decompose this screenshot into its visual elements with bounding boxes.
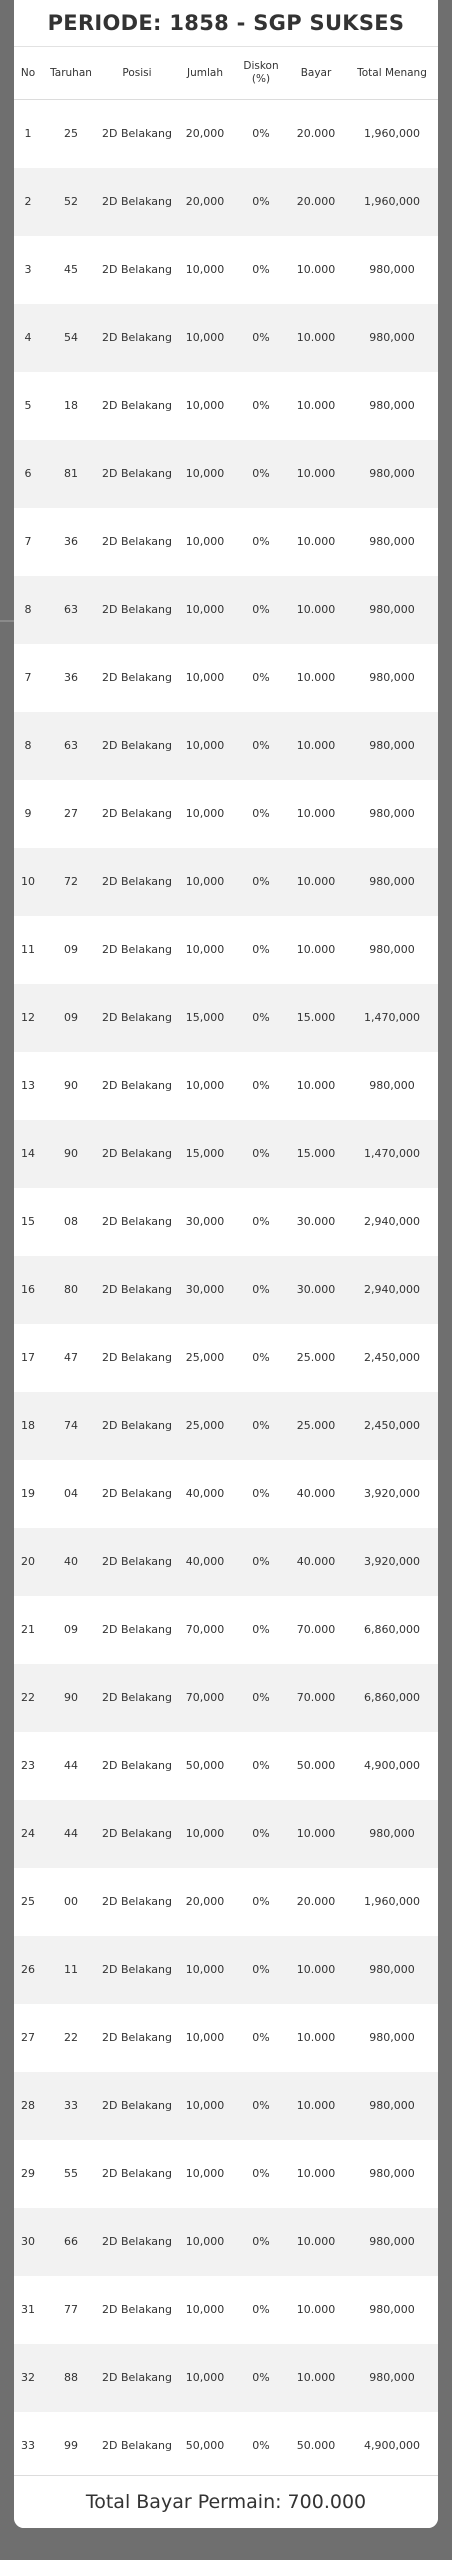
cell-taruhan: 52 bbox=[42, 168, 100, 236]
cell-jumlah: 20,000 bbox=[185, 1895, 225, 1909]
cell-posisi: 2D Belakang bbox=[100, 2072, 174, 2140]
cell-total-menang: 1,960,000 bbox=[364, 127, 420, 141]
cell-no: 22 bbox=[14, 1664, 42, 1732]
cell-no: 18 bbox=[14, 1392, 42, 1460]
cell-jumlah: 70,000 bbox=[185, 1623, 225, 1637]
cell-diskon: 0% bbox=[236, 1392, 286, 1460]
cell-jumlah: 10,000 bbox=[174, 2072, 236, 2140]
cell-posisi: 2D Belakang bbox=[100, 1256, 174, 1324]
background-overlay-edge bbox=[0, 620, 14, 622]
cell-taruhan: 09 bbox=[64, 1623, 78, 1637]
cell-taruhan: 11 bbox=[42, 1936, 100, 2004]
table-row bbox=[14, 440, 438, 508]
table-header bbox=[14, 47, 438, 100]
cell-no: 24 bbox=[14, 1800, 42, 1868]
cell-jumlah: 10,000 bbox=[185, 399, 225, 413]
cell-taruhan: 90 bbox=[42, 1120, 100, 1188]
table-row bbox=[14, 2072, 438, 2140]
cell-taruhan: 36 bbox=[64, 671, 78, 685]
table-row bbox=[14, 1460, 438, 1528]
cell-diskon: 0% bbox=[236, 848, 286, 916]
cell-total-menang: 980,000 bbox=[369, 2303, 415, 2317]
table-row bbox=[14, 1256, 438, 1324]
cell-posisi: 2D Belakang bbox=[102, 1895, 172, 1909]
cell-bayar: 10.000 bbox=[286, 2344, 346, 2412]
cell-taruhan: 80 bbox=[42, 1256, 100, 1324]
cell-bayar: 10.000 bbox=[296, 1079, 336, 1093]
cell-taruhan: 45 bbox=[64, 263, 78, 277]
cell-diskon: 0% bbox=[252, 127, 270, 141]
cell-jumlah: 10,000 bbox=[185, 535, 225, 549]
table-row bbox=[14, 780, 438, 848]
cell-posisi: 2D Belakang bbox=[102, 1215, 172, 1229]
cell-posisi: 2D Belakang bbox=[100, 1664, 174, 1732]
cell-jumlah: 10,000 bbox=[174, 1800, 236, 1868]
cell-total-menang: 980,000 bbox=[369, 671, 415, 685]
cell-taruhan: 77 bbox=[64, 2303, 78, 2317]
cell-total-menang: 980,000 bbox=[369, 399, 415, 413]
header-diskon: Diskon (%) bbox=[236, 47, 286, 100]
cell-posisi: 2D Belakang bbox=[100, 1800, 174, 1868]
cell-posisi: 2D Belakang bbox=[102, 1623, 172, 1637]
cell-total-menang: 2,940,000 bbox=[364, 1215, 420, 1229]
cell-total-menang: 980,000 bbox=[346, 1800, 438, 1868]
cell-taruhan: 25 bbox=[64, 127, 78, 141]
table-row bbox=[14, 2276, 438, 2344]
cell-posisi: 2D Belakang bbox=[102, 127, 172, 141]
table-row bbox=[14, 2208, 438, 2276]
cell-diskon: 0% bbox=[236, 440, 286, 508]
cell-posisi: 2D Belakang bbox=[100, 576, 174, 644]
cell-taruhan: 99 bbox=[64, 2439, 78, 2453]
cell-posisi: 2D Belakang bbox=[100, 848, 174, 916]
cell-total-menang: 980,000 bbox=[346, 712, 438, 780]
cell-jumlah: 50,000 bbox=[185, 2439, 225, 2453]
header-posisi: Posisi bbox=[100, 47, 174, 100]
cell-no: 27 bbox=[21, 2031, 35, 2045]
cell-jumlah: 10,000 bbox=[174, 2208, 236, 2276]
cell-bayar: 10.000 bbox=[286, 712, 346, 780]
cell-bayar: 10.000 bbox=[296, 263, 336, 277]
cell-total-menang: 6,860,000 bbox=[346, 1664, 438, 1732]
cell-diskon: 0% bbox=[252, 1623, 270, 1637]
cell-bayar: 10.000 bbox=[286, 304, 346, 372]
cell-no: 6 bbox=[14, 440, 42, 508]
table-row bbox=[14, 1120, 438, 1188]
cell-posisi: 2D Belakang bbox=[102, 2303, 172, 2317]
cell-bayar: 10.000 bbox=[286, 848, 346, 916]
cell-no: 16 bbox=[14, 1256, 42, 1324]
cell-total-menang: 1,470,000 bbox=[346, 1120, 438, 1188]
cell-no: 20 bbox=[14, 1528, 42, 1596]
table-row bbox=[14, 1052, 438, 1120]
cell-total-menang: 980,000 bbox=[369, 263, 415, 277]
cell-taruhan: 81 bbox=[42, 440, 100, 508]
cell-bayar: 10.000 bbox=[296, 671, 336, 685]
cell-taruhan: 00 bbox=[64, 1895, 78, 1909]
cell-no: 33 bbox=[21, 2439, 35, 2453]
cell-diskon: 0% bbox=[252, 1079, 270, 1093]
cell-jumlah: 25,000 bbox=[185, 1351, 225, 1365]
cell-posisi: 2D Belakang bbox=[100, 304, 174, 372]
cell-no: 29 bbox=[21, 2167, 35, 2181]
cell-no: 1 bbox=[24, 127, 32, 141]
table-row bbox=[14, 168, 438, 236]
cell-diskon: 0% bbox=[236, 1120, 286, 1188]
cell-bayar: 10.000 bbox=[296, 535, 336, 549]
cell-total-menang: 4,900,000 bbox=[364, 2439, 420, 2453]
cell-no: 31 bbox=[21, 2303, 35, 2317]
cell-total-menang: 980,000 bbox=[369, 943, 415, 957]
cell-bayar: 25.000 bbox=[296, 1351, 336, 1365]
cell-bayar: 40.000 bbox=[296, 1487, 336, 1501]
cell-posisi: 2D Belakang bbox=[102, 1351, 172, 1365]
table-row bbox=[14, 2140, 438, 2208]
cell-taruhan: 90 bbox=[42, 1664, 100, 1732]
table-row bbox=[14, 372, 438, 440]
cell-total-menang: 980,000 bbox=[346, 2344, 438, 2412]
table-row bbox=[14, 576, 438, 644]
cell-posisi: 2D Belakang bbox=[102, 1079, 172, 1093]
cell-total-menang: 3,920,000 bbox=[364, 1487, 420, 1501]
cell-jumlah: 10,000 bbox=[174, 440, 236, 508]
cell-posisi: 2D Belakang bbox=[102, 807, 172, 821]
cell-taruhan: 63 bbox=[42, 712, 100, 780]
cell-jumlah: 30,000 bbox=[185, 1215, 225, 1229]
cell-no: 15 bbox=[21, 1215, 35, 1229]
cell-bayar: 50.000 bbox=[296, 2439, 336, 2453]
cell-no: 8 bbox=[14, 712, 42, 780]
cell-diskon: 0% bbox=[252, 943, 270, 957]
cell-posisi: 2D Belakang bbox=[102, 1487, 172, 1501]
table-row bbox=[14, 1664, 438, 1732]
table-row bbox=[14, 1800, 438, 1868]
cell-jumlah: 10,000 bbox=[185, 671, 225, 685]
cell-diskon: 0% bbox=[252, 1487, 270, 1501]
cell-bayar: 10.000 bbox=[296, 807, 336, 821]
table-row bbox=[14, 644, 438, 712]
cell-posisi: 2D Belakang bbox=[100, 712, 174, 780]
cell-total-menang: 980,000 bbox=[369, 807, 415, 821]
table-row bbox=[14, 1732, 438, 1800]
table-row bbox=[14, 1188, 438, 1256]
cell-taruhan: 44 bbox=[64, 1759, 78, 1773]
cell-no: 17 bbox=[21, 1351, 35, 1365]
cell-jumlah: 20,000 bbox=[174, 168, 236, 236]
cell-jumlah: 10,000 bbox=[174, 712, 236, 780]
cell-no: 2 bbox=[14, 168, 42, 236]
cell-total-menang: 1,470,000 bbox=[346, 984, 438, 1052]
cell-posisi: 2D Belakang bbox=[100, 168, 174, 236]
cell-diskon: 0% bbox=[236, 2208, 286, 2276]
cell-diskon: 0% bbox=[252, 399, 270, 413]
table-row bbox=[14, 2412, 438, 2480]
cell-taruhan: 47 bbox=[64, 1351, 78, 1365]
table-row bbox=[14, 916, 438, 984]
cell-bayar: 20.000 bbox=[296, 127, 336, 141]
cell-no: 30 bbox=[14, 2208, 42, 2276]
cell-total-menang: 980,000 bbox=[369, 535, 415, 549]
header-jumlah: Jumlah bbox=[174, 47, 236, 100]
cell-diskon: 0% bbox=[236, 1936, 286, 2004]
cell-diskon: 0% bbox=[236, 1800, 286, 1868]
table-row bbox=[14, 304, 438, 372]
cell-diskon: 0% bbox=[236, 1256, 286, 1324]
cell-taruhan: 33 bbox=[42, 2072, 100, 2140]
cell-jumlah: 10,000 bbox=[185, 2167, 225, 2181]
table-row bbox=[14, 848, 438, 916]
cell-jumlah: 10,000 bbox=[185, 943, 225, 957]
cell-no: 8 bbox=[14, 576, 42, 644]
cell-total-menang: 980,000 bbox=[346, 304, 438, 372]
cell-no: 12 bbox=[14, 984, 42, 1052]
cell-bayar: 15.000 bbox=[286, 1120, 346, 1188]
cell-diskon: 0% bbox=[252, 807, 270, 821]
cell-total-menang: 980,000 bbox=[346, 2208, 438, 2276]
bet-table bbox=[14, 47, 438, 2480]
cell-posisi: 2D Belakang bbox=[102, 943, 172, 957]
header-total-menang: Total Menang bbox=[346, 47, 438, 100]
cell-bayar: 20.000 bbox=[286, 168, 346, 236]
cell-diskon: 0% bbox=[236, 712, 286, 780]
table-row bbox=[14, 1596, 438, 1664]
cell-bayar: 15.000 bbox=[286, 984, 346, 1052]
total-bayar: Total Bayar Permain: 700.000 bbox=[14, 2475, 438, 2528]
cell-bayar: 10.000 bbox=[296, 2167, 336, 2181]
cell-taruhan: 63 bbox=[42, 576, 100, 644]
cell-posisi: 2D Belakang bbox=[100, 984, 174, 1052]
cell-jumlah: 30,000 bbox=[174, 1256, 236, 1324]
cell-bayar: 30.000 bbox=[296, 1215, 336, 1229]
cell-diskon: 0% bbox=[252, 535, 270, 549]
table-row bbox=[14, 100, 438, 169]
cell-no: 5 bbox=[24, 399, 32, 413]
table-body bbox=[14, 100, 438, 2481]
cell-taruhan: 09 bbox=[42, 984, 100, 1052]
cell-diskon: 0% bbox=[252, 263, 270, 277]
cell-taruhan: 09 bbox=[64, 943, 78, 957]
bet-detail-modal bbox=[14, 0, 438, 2528]
cell-bayar: 10.000 bbox=[286, 2072, 346, 2140]
cell-bayar: 50.000 bbox=[296, 1759, 336, 1773]
cell-diskon: 0% bbox=[252, 671, 270, 685]
cell-no: 7 bbox=[24, 535, 32, 549]
cell-no: 25 bbox=[21, 1895, 35, 1909]
cell-bayar: 20.000 bbox=[296, 1895, 336, 1909]
cell-no: 7 bbox=[24, 671, 32, 685]
cell-total-menang: 2,940,000 bbox=[346, 1256, 438, 1324]
header-row bbox=[14, 47, 438, 100]
cell-jumlah: 40,000 bbox=[185, 1487, 225, 1501]
cell-bayar: 30.000 bbox=[286, 1256, 346, 1324]
cell-total-menang: 980,000 bbox=[369, 2031, 415, 2045]
cell-posisi: 2D Belakang bbox=[102, 2439, 172, 2453]
cell-taruhan: 66 bbox=[42, 2208, 100, 2276]
table-row bbox=[14, 1868, 438, 1936]
cell-jumlah: 10,000 bbox=[174, 848, 236, 916]
header-taruhan: Taruhan bbox=[42, 47, 100, 100]
cell-jumlah: 10,000 bbox=[185, 2031, 225, 2045]
cell-no: 28 bbox=[14, 2072, 42, 2140]
cell-jumlah: 10,000 bbox=[185, 2303, 225, 2317]
cell-jumlah: 15,000 bbox=[174, 1120, 236, 1188]
cell-posisi: 2D Belakang bbox=[102, 671, 172, 685]
header-no: No bbox=[14, 47, 42, 100]
cell-no: 11 bbox=[21, 943, 35, 957]
cell-no: 19 bbox=[21, 1487, 35, 1501]
cell-no: 14 bbox=[14, 1120, 42, 1188]
cell-posisi: 2D Belakang bbox=[102, 263, 172, 277]
cell-diskon: 0% bbox=[252, 1351, 270, 1365]
cell-total-menang: 980,000 bbox=[346, 2072, 438, 2140]
cell-total-menang: 2,450,000 bbox=[346, 1392, 438, 1460]
cell-total-menang: 980,000 bbox=[346, 576, 438, 644]
cell-total-menang: 980,000 bbox=[346, 440, 438, 508]
cell-diskon: 0% bbox=[252, 1215, 270, 1229]
table-row bbox=[14, 984, 438, 1052]
cell-diskon: 0% bbox=[236, 168, 286, 236]
cell-no: 3 bbox=[24, 263, 32, 277]
cell-no: 13 bbox=[21, 1079, 35, 1093]
cell-jumlah: 70,000 bbox=[174, 1664, 236, 1732]
table-row bbox=[14, 2004, 438, 2072]
cell-total-menang: 1,960,000 bbox=[364, 1895, 420, 1909]
cell-jumlah: 50,000 bbox=[185, 1759, 225, 1773]
cell-diskon: 0% bbox=[236, 2072, 286, 2140]
cell-no: 9 bbox=[24, 807, 32, 821]
cell-no: 4 bbox=[14, 304, 42, 372]
cell-taruhan: 54 bbox=[42, 304, 100, 372]
table-row bbox=[14, 1528, 438, 1596]
cell-bayar: 10.000 bbox=[296, 2031, 336, 2045]
cell-jumlah: 15,000 bbox=[174, 984, 236, 1052]
cell-jumlah: 10,000 bbox=[185, 1079, 225, 1093]
cell-total-menang: 980,000 bbox=[369, 1079, 415, 1093]
cell-taruhan: 44 bbox=[42, 1800, 100, 1868]
cell-taruhan: 18 bbox=[64, 399, 78, 413]
cell-posisi: 2D Belakang bbox=[100, 1120, 174, 1188]
cell-bayar: 10.000 bbox=[286, 1936, 346, 2004]
cell-total-menang: 980,000 bbox=[369, 2167, 415, 2181]
cell-no: 10 bbox=[14, 848, 42, 916]
cell-total-menang: 6,860,000 bbox=[364, 1623, 420, 1637]
cell-posisi: 2D Belakang bbox=[102, 1759, 172, 1773]
cell-diskon: 0% bbox=[252, 2167, 270, 2181]
cell-bayar: 10.000 bbox=[296, 399, 336, 413]
cell-bayar: 10.000 bbox=[286, 576, 346, 644]
cell-jumlah: 10,000 bbox=[185, 263, 225, 277]
cell-bayar: 70.000 bbox=[296, 1623, 336, 1637]
cell-total-menang: 2,450,000 bbox=[364, 1351, 420, 1365]
cell-jumlah: 10,000 bbox=[185, 807, 225, 821]
cell-no: 21 bbox=[21, 1623, 35, 1637]
table-row bbox=[14, 1324, 438, 1392]
cell-jumlah: 10,000 bbox=[174, 304, 236, 372]
cell-posisi: 2D Belakang bbox=[100, 2208, 174, 2276]
cell-bayar: 10.000 bbox=[286, 440, 346, 508]
cell-total-menang: 980,000 bbox=[346, 1936, 438, 2004]
cell-bayar: 70.000 bbox=[286, 1664, 346, 1732]
table-row bbox=[14, 508, 438, 576]
cell-no: 32 bbox=[14, 2344, 42, 2412]
table-row bbox=[14, 1392, 438, 1460]
cell-taruhan: 27 bbox=[64, 807, 78, 821]
cell-bayar: 10.000 bbox=[286, 1800, 346, 1868]
cell-taruhan: 74 bbox=[42, 1392, 100, 1460]
cell-diskon: 0% bbox=[236, 304, 286, 372]
cell-bayar: 25.000 bbox=[286, 1392, 346, 1460]
cell-no: 23 bbox=[21, 1759, 35, 1773]
cell-posisi: 2D Belakang bbox=[102, 2167, 172, 2181]
cell-diskon: 0% bbox=[252, 1895, 270, 1909]
table-row bbox=[14, 1936, 438, 2004]
cell-posisi: 2D Belakang bbox=[100, 440, 174, 508]
cell-taruhan: 72 bbox=[42, 848, 100, 916]
cell-total-menang: 3,920,000 bbox=[346, 1528, 438, 1596]
table-row bbox=[14, 712, 438, 780]
cell-taruhan: 90 bbox=[64, 1079, 78, 1093]
cell-bayar: 10.000 bbox=[296, 943, 336, 957]
cell-diskon: 0% bbox=[252, 2031, 270, 2045]
cell-taruhan: 88 bbox=[42, 2344, 100, 2412]
cell-diskon: 0% bbox=[252, 1759, 270, 1773]
table-row bbox=[14, 236, 438, 304]
cell-diskon: 0% bbox=[236, 1528, 286, 1596]
cell-bayar: 10.000 bbox=[286, 2208, 346, 2276]
cell-posisi: 2D Belakang bbox=[102, 2031, 172, 2045]
cell-diskon: 0% bbox=[236, 984, 286, 1052]
cell-taruhan: 40 bbox=[42, 1528, 100, 1596]
header-bayar: Bayar bbox=[286, 47, 346, 100]
cell-total-menang: 980,000 bbox=[346, 848, 438, 916]
cell-posisi: 2D Belakang bbox=[102, 535, 172, 549]
modal-title: PERIODE: 1858 - SGP SUKSES bbox=[14, 0, 438, 47]
cell-posisi: 2D Belakang bbox=[100, 1936, 174, 2004]
cell-posisi: 2D Belakang bbox=[102, 399, 172, 413]
cell-taruhan: 22 bbox=[64, 2031, 78, 2045]
cell-jumlah: 25,000 bbox=[174, 1392, 236, 1460]
table-row bbox=[14, 2344, 438, 2412]
cell-diskon: 0% bbox=[252, 2439, 270, 2453]
cell-diskon: 0% bbox=[236, 1664, 286, 1732]
cell-diskon: 0% bbox=[236, 576, 286, 644]
cell-jumlah: 10,000 bbox=[174, 1936, 236, 2004]
cell-taruhan: 04 bbox=[64, 1487, 78, 1501]
cell-bayar: 40.000 bbox=[286, 1528, 346, 1596]
cell-total-menang: 1,960,000 bbox=[346, 168, 438, 236]
cell-posisi: 2D Belakang bbox=[100, 1392, 174, 1460]
cell-total-menang: 4,900,000 bbox=[364, 1759, 420, 1773]
cell-posisi: 2D Belakang bbox=[100, 1528, 174, 1596]
cell-jumlah: 10,000 bbox=[174, 576, 236, 644]
cell-taruhan: 36 bbox=[64, 535, 78, 549]
cell-bayar: 10.000 bbox=[296, 2303, 336, 2317]
cell-diskon: 0% bbox=[236, 2344, 286, 2412]
cell-jumlah: 40,000 bbox=[174, 1528, 236, 1596]
cell-taruhan: 08 bbox=[64, 1215, 78, 1229]
cell-posisi: 2D Belakang bbox=[100, 2344, 174, 2412]
cell-jumlah: 10,000 bbox=[174, 2344, 236, 2412]
cell-no: 26 bbox=[14, 1936, 42, 2004]
cell-jumlah: 20,000 bbox=[185, 127, 225, 141]
cell-diskon: 0% bbox=[252, 2303, 270, 2317]
cell-taruhan: 55 bbox=[64, 2167, 78, 2181]
